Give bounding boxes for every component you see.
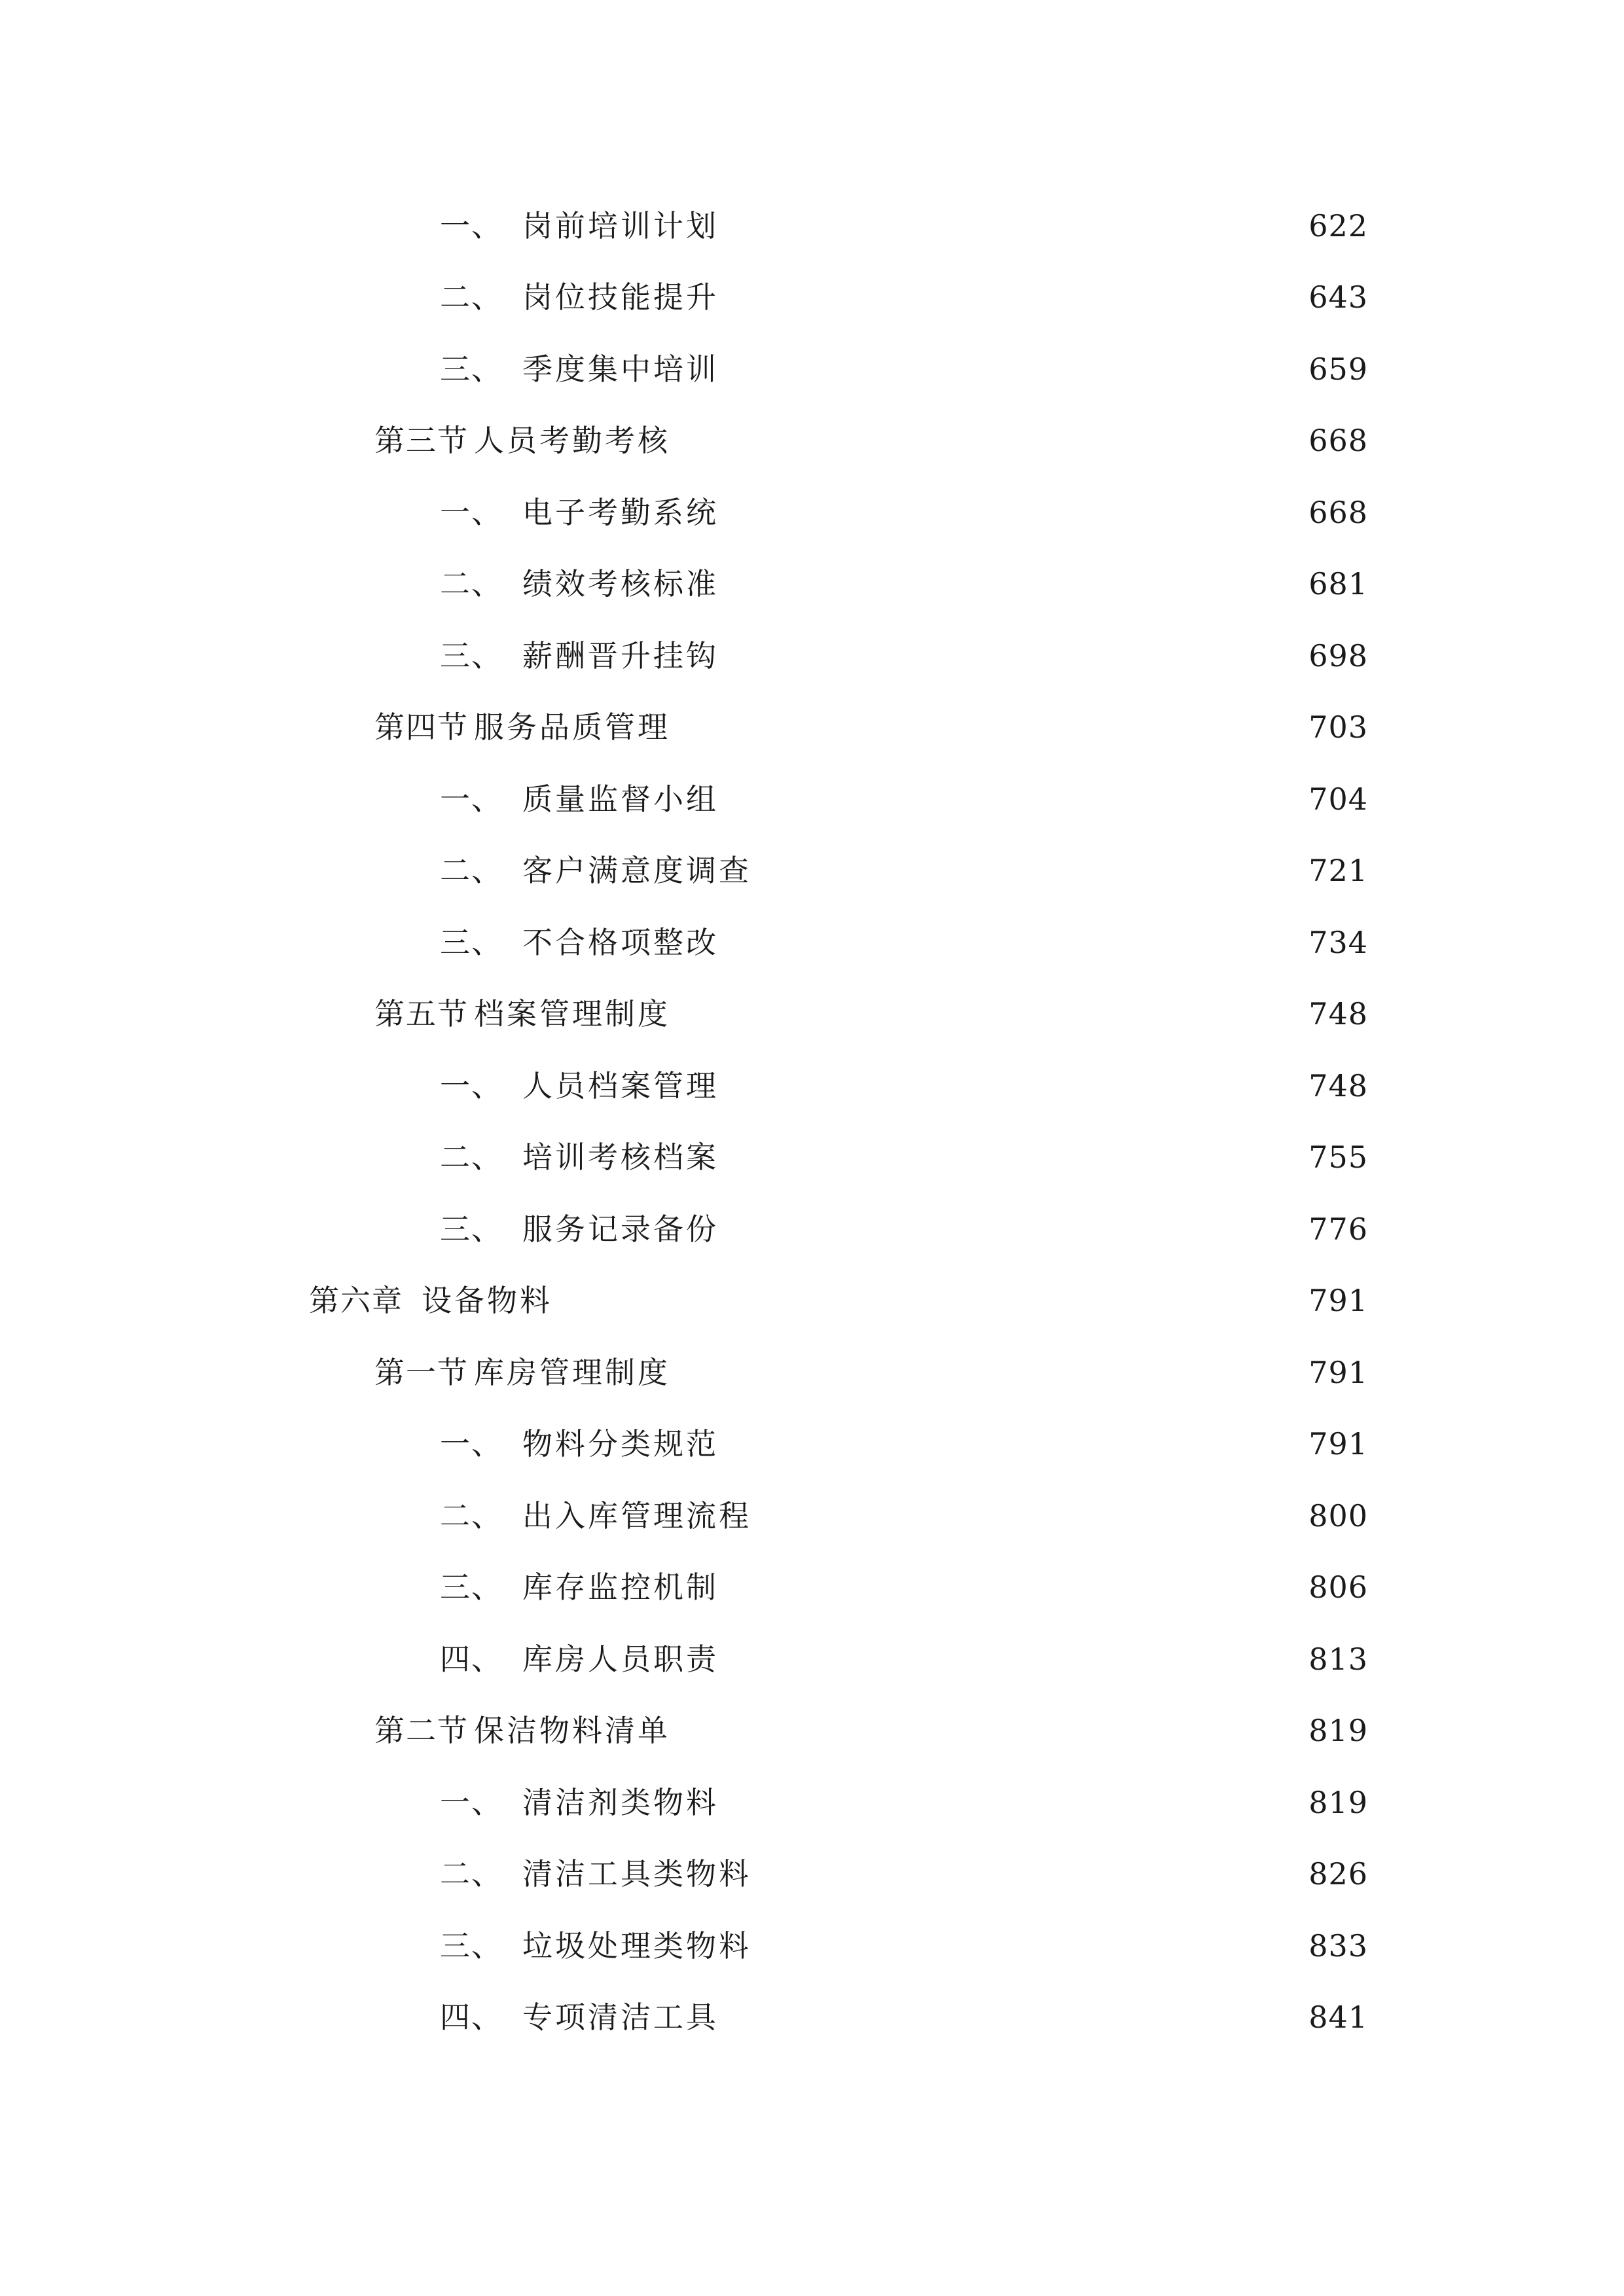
toc-entry-label bbox=[440, 1498, 755, 1534]
toc-entry-label bbox=[374, 423, 674, 459]
toc-entry-title: 库房管理制度 bbox=[474, 1354, 670, 1390]
toc-entry-page-number: 681 bbox=[1308, 566, 1368, 602]
toc-entry-page-number: 643 bbox=[1308, 279, 1368, 315]
toc-leader-dots bbox=[725, 1142, 1301, 1172]
toc-leader-dots bbox=[725, 497, 1301, 528]
toc-entry-title: 人员考勤考核 bbox=[474, 423, 670, 459]
toc-entry[interactable] bbox=[0, 835, 1624, 907]
toc-entry-title: 客户满意度调查 bbox=[522, 853, 751, 889]
toc-entry-page-number: 841 bbox=[1308, 2000, 1368, 2036]
toc-entry[interactable] bbox=[0, 1050, 1624, 1122]
toc-entry[interactable] bbox=[0, 190, 1624, 262]
toc-leader-dots bbox=[725, 1644, 1301, 1674]
toc-entry-marker: 二、 bbox=[440, 1498, 503, 1534]
toc-entry-title: 岗前培训计划 bbox=[522, 207, 719, 243]
toc-entry-label bbox=[440, 1856, 755, 1892]
toc-entry-label bbox=[440, 1928, 755, 1964]
toc-entry-label bbox=[440, 1784, 723, 1820]
toc-entry[interactable] bbox=[0, 620, 1624, 692]
toc-entry-marker: 一、 bbox=[440, 781, 503, 817]
toc-entry-title: 质量监督小组 bbox=[522, 781, 719, 817]
toc-leader-dots bbox=[677, 425, 1301, 456]
toc-entry-title: 保洁物料清单 bbox=[474, 1713, 670, 1749]
toc-entry[interactable] bbox=[0, 1982, 1624, 2054]
toc-entry-marker: 一、 bbox=[440, 207, 503, 243]
toc-entry-title: 清洁剂类物料 bbox=[522, 1784, 719, 1820]
toc-entry-page-number: 734 bbox=[1308, 924, 1368, 960]
toc-entry[interactable] bbox=[0, 1122, 1624, 1194]
toc-entry-label bbox=[440, 853, 755, 889]
toc-entry-title: 薪酬晋升挂钩 bbox=[522, 637, 719, 673]
toc-entry-label bbox=[440, 1211, 723, 1247]
toc-entry-page-number: 813 bbox=[1308, 1641, 1368, 1677]
toc-entry-label bbox=[440, 566, 723, 602]
toc-leader-dots bbox=[677, 712, 1301, 742]
toc-entry-label bbox=[374, 996, 674, 1032]
toc-leader-dots bbox=[559, 1285, 1301, 1316]
toc-leader-dots bbox=[725, 784, 1301, 814]
toc-entry-marker: 第一节 bbox=[374, 1354, 469, 1390]
toc-entry-title: 绩效考核标准 bbox=[522, 566, 719, 602]
toc-entry-label bbox=[440, 1067, 723, 1103]
toc-entry-title: 服务品质管理 bbox=[474, 709, 670, 745]
toc-entry-title: 岗位技能提升 bbox=[522, 279, 719, 315]
toc-entry-page-number: 800 bbox=[1308, 1498, 1368, 1534]
toc-entry-title: 库房人员职责 bbox=[522, 1641, 719, 1677]
toc-entry[interactable] bbox=[0, 692, 1624, 764]
toc-entry-label bbox=[440, 1570, 723, 1605]
toc-entry[interactable] bbox=[0, 548, 1624, 620]
toc-entry-page-number: 776 bbox=[1308, 1211, 1368, 1247]
toc-entry-page-number: 622 bbox=[1308, 207, 1368, 243]
toc-entry-marker: 第五节 bbox=[374, 996, 469, 1032]
toc-leader-dots bbox=[725, 1214, 1301, 1244]
toc-entry-marker: 第二节 bbox=[374, 1713, 469, 1749]
toc-entry-marker: 三、 bbox=[440, 1211, 503, 1247]
toc-entry-page-number: 704 bbox=[1308, 781, 1368, 817]
toc-entry-label bbox=[374, 1713, 674, 1749]
toc-entry-marker: 二、 bbox=[440, 279, 503, 315]
toc-entry-marker: 二、 bbox=[440, 566, 503, 602]
toc-entry-label bbox=[309, 1283, 556, 1319]
toc-entry[interactable] bbox=[0, 262, 1624, 334]
toc-leader-dots bbox=[725, 1787, 1301, 1818]
toc-entry-page-number: 703 bbox=[1308, 709, 1368, 745]
toc-entry-page-number: 791 bbox=[1308, 1354, 1368, 1390]
toc-leader-dots bbox=[758, 1859, 1301, 1889]
toc-entry-page-number: 806 bbox=[1308, 1570, 1368, 1605]
toc-entry-title: 清洁工具类物料 bbox=[522, 1856, 751, 1892]
toc-entry-page-number: 698 bbox=[1308, 637, 1368, 673]
toc-entry-marker: 一、 bbox=[440, 1067, 503, 1103]
toc-entry-page-number: 791 bbox=[1308, 1283, 1368, 1319]
toc-entry-label bbox=[440, 1426, 723, 1462]
toc-entry[interactable] bbox=[0, 405, 1624, 477]
toc-entry-label bbox=[440, 1641, 723, 1677]
toc-entry-marker: 第四节 bbox=[374, 709, 469, 745]
toc-entry[interactable] bbox=[0, 476, 1624, 548]
toc-leader-dots bbox=[725, 211, 1301, 241]
toc-entry-marker: 三、 bbox=[440, 637, 503, 673]
toc-leader-dots bbox=[725, 2002, 1301, 2032]
toc-entry-label bbox=[374, 709, 674, 745]
toc-entry-label bbox=[440, 207, 723, 243]
toc-entry[interactable] bbox=[0, 1480, 1624, 1552]
toc-entry[interactable] bbox=[0, 1767, 1624, 1839]
toc-entry[interactable] bbox=[0, 1408, 1624, 1480]
toc-entry-page-number: 748 bbox=[1308, 996, 1368, 1032]
toc-entry-page-number: 819 bbox=[1308, 1784, 1368, 1820]
toc-entry-page-number: 833 bbox=[1308, 1928, 1368, 1964]
toc-entry-title: 垃圾处理类物料 bbox=[522, 1928, 751, 1964]
toc-entry-marker: 四、 bbox=[440, 1641, 503, 1677]
toc-entry-marker: 二、 bbox=[440, 1856, 503, 1892]
table-of-contents bbox=[0, 190, 1624, 2053]
toc-entry-marker: 三、 bbox=[440, 924, 503, 960]
toc-entry-page-number: 791 bbox=[1308, 1426, 1368, 1462]
toc-leader-dots bbox=[758, 1931, 1301, 1961]
toc-entry-title: 季度集中培训 bbox=[522, 351, 719, 387]
toc-entry-marker: 第三节 bbox=[374, 423, 469, 459]
toc-leader-dots bbox=[677, 999, 1301, 1029]
toc-entry-page-number: 668 bbox=[1308, 423, 1368, 459]
toc-entry-marker: 二、 bbox=[440, 1139, 503, 1175]
toc-entry[interactable] bbox=[0, 763, 1624, 835]
toc-entry-title: 培训考核档案 bbox=[522, 1139, 719, 1175]
toc-entry-label bbox=[440, 494, 723, 530]
toc-entry[interactable] bbox=[0, 1910, 1624, 1982]
toc-entry[interactable] bbox=[0, 1552, 1624, 1624]
toc-entry[interactable] bbox=[0, 978, 1624, 1050]
toc-entry-page-number: 826 bbox=[1308, 1856, 1368, 1892]
toc-entry-label bbox=[440, 1139, 723, 1175]
toc-entry[interactable] bbox=[0, 1336, 1624, 1408]
toc-entry-marker: 一、 bbox=[440, 1784, 503, 1820]
toc-leader-dots bbox=[725, 927, 1301, 958]
toc-entry-marker: 四、 bbox=[440, 2000, 503, 2036]
toc-entry-marker: 一、 bbox=[440, 494, 503, 530]
toc-entry-title: 物料分类规范 bbox=[522, 1426, 719, 1462]
toc-entry-marker: 三、 bbox=[440, 351, 503, 387]
toc-entry-page-number: 721 bbox=[1308, 853, 1368, 889]
toc-entry-title: 档案管理制度 bbox=[474, 996, 670, 1032]
toc-leader-dots bbox=[677, 1357, 1301, 1388]
toc-entry[interactable] bbox=[0, 1265, 1624, 1337]
toc-entry-label bbox=[440, 924, 723, 960]
toc-entry-title: 出入库管理流程 bbox=[522, 1498, 751, 1534]
toc-entry-label bbox=[440, 279, 723, 315]
toc-entry-label bbox=[374, 1354, 674, 1390]
toc-leader-dots bbox=[677, 1715, 1301, 1746]
toc-entry-marker: 一、 bbox=[440, 1426, 503, 1462]
toc-entry-label bbox=[440, 781, 723, 817]
toc-entry-title: 不合格项整改 bbox=[522, 924, 719, 960]
toc-entry-marker: 第六章 bbox=[309, 1283, 403, 1319]
toc-entry-page-number: 819 bbox=[1308, 1713, 1368, 1749]
toc-entry-page-number: 755 bbox=[1308, 1139, 1368, 1175]
toc-entry-title: 库存监控机制 bbox=[522, 1570, 719, 1605]
toc-entry-page-number: 748 bbox=[1308, 1067, 1368, 1103]
toc-entry[interactable] bbox=[0, 1695, 1624, 1767]
toc-entry-title: 专项清洁工具 bbox=[522, 2000, 719, 2036]
toc-entry-page-number: 659 bbox=[1308, 351, 1368, 387]
toc-leader-dots bbox=[758, 1501, 1301, 1531]
toc-entry-title: 电子考勤系统 bbox=[522, 494, 719, 530]
toc-entry-marker: 三、 bbox=[440, 1570, 503, 1605]
toc-entry-marker: 三、 bbox=[440, 1928, 503, 1964]
toc-leader-dots bbox=[725, 641, 1301, 671]
toc-entry-label bbox=[440, 637, 723, 673]
toc-leader-dots bbox=[725, 282, 1301, 312]
toc-entry[interactable] bbox=[0, 1193, 1624, 1265]
toc-entry-label bbox=[440, 351, 723, 387]
toc-entry[interactable] bbox=[0, 1839, 1624, 1910]
toc-entry-page-number: 668 bbox=[1308, 494, 1368, 530]
toc-entry-title: 设备物料 bbox=[422, 1283, 552, 1319]
toc-leader-dots bbox=[725, 1071, 1301, 1101]
toc-entry-label bbox=[440, 2000, 723, 2036]
toc-leader-dots bbox=[725, 569, 1301, 599]
toc-entry[interactable] bbox=[0, 906, 1624, 978]
toc-entry[interactable] bbox=[0, 1623, 1624, 1695]
toc-entry-title: 人员档案管理 bbox=[522, 1067, 719, 1103]
toc-entry-title: 服务记录备份 bbox=[522, 1211, 719, 1247]
toc-entry-marker: 二、 bbox=[440, 853, 503, 889]
toc-leader-dots bbox=[758, 855, 1301, 886]
toc-leader-dots bbox=[725, 1429, 1301, 1459]
toc-entry[interactable] bbox=[0, 333, 1624, 405]
toc-leader-dots bbox=[725, 354, 1301, 384]
toc-leader-dots bbox=[725, 1572, 1301, 1602]
